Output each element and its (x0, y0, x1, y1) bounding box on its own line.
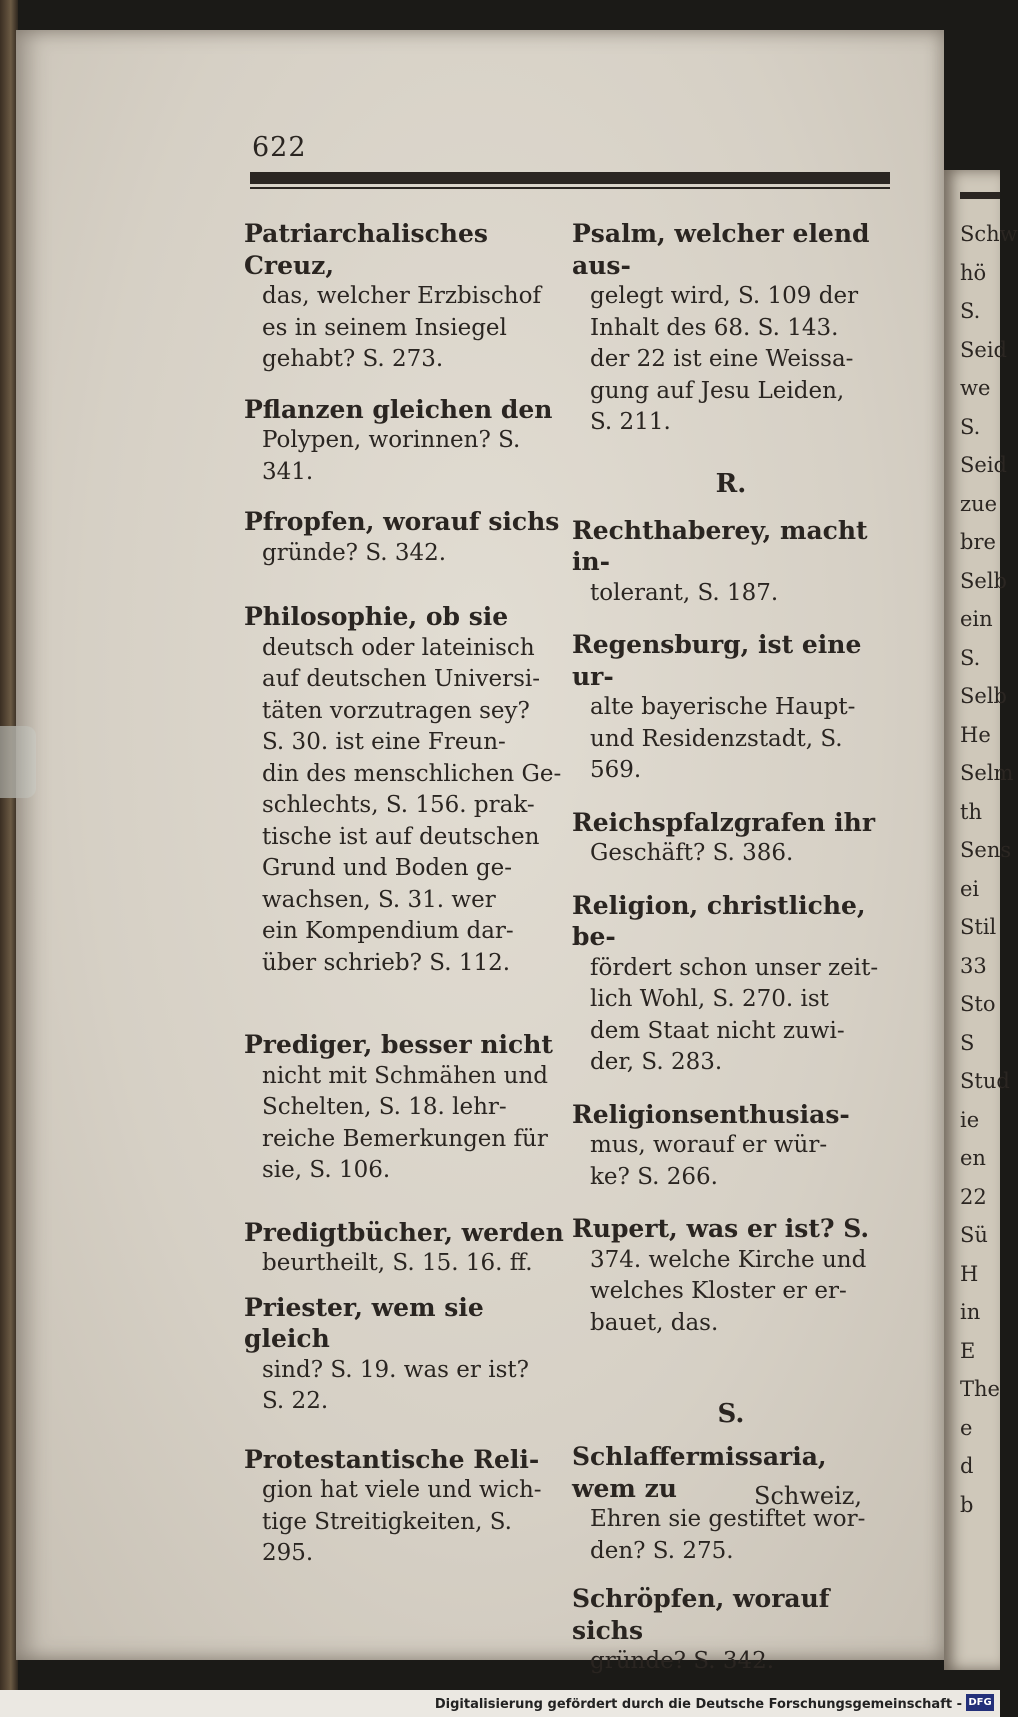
page-clip-marker (0, 726, 36, 798)
entry-continuation-line: mus, worauf er wür- (590, 1132, 828, 1158)
entry-continuation-line: sie, S. 106. (262, 1157, 391, 1183)
entry-headword-line: Prediger, besser nicht (244, 1030, 553, 1059)
index-entry (244, 218, 564, 376)
entry-continuation-line: über schrieb? S. 112. (262, 949, 511, 976)
entry-continuation-line: Inhalt des 68. S. 143. (590, 314, 839, 341)
entry-headword-line: Rupert, was er ist? S. (572, 1214, 870, 1243)
index-column-right (572, 218, 890, 1678)
entry-continuation-line: 295. (262, 1540, 314, 1566)
facing-page-fragment: 22 (960, 1184, 987, 1209)
entry-headword-line: Predigtbücher, werden (244, 1217, 564, 1247)
entry-continuation-line: wachsen, S. 31. wer (262, 886, 496, 913)
index-entry (244, 1029, 564, 1187)
entry-continuation-line: schlechts, S. 156. prak- (262, 792, 535, 818)
dfg-logo: DFG (966, 1694, 994, 1711)
index-entry (572, 218, 890, 439)
entry-continuation-line: es in seinem Insiegel (262, 314, 507, 341)
header-rule (250, 172, 890, 184)
facing-page-fragment: S. (960, 299, 981, 323)
entry-continuation-line: gung auf Jesu Leiden, (590, 377, 845, 404)
index-entry (572, 890, 890, 1079)
entry-headword-line: Schlaffermissaria, wem zu (572, 1442, 827, 1503)
entry-continuation-line: reiche Bemerkungen für (262, 1125, 548, 1152)
entry-continuation-line: den? S. 275. (590, 1537, 734, 1564)
entry-continuation-line: S. 211. (590, 409, 671, 435)
section-letter: S. (717, 1399, 745, 1429)
facing-page-fragment: Selb (960, 684, 1007, 708)
entry-headword-line: Pfropfen, worauf sichs (244, 507, 560, 536)
entry-continuation-line: täten vorzutragen sey? (262, 697, 530, 724)
index-entry (572, 1583, 890, 1678)
entry-continuation-line: S. 30. ist eine Freun- (262, 729, 506, 755)
entry-continuation-line: Grund und Boden ge- (262, 855, 513, 881)
index-entry (244, 506, 564, 569)
entry-continuation-line: Polypen, worinnen? S. (262, 427, 521, 453)
index-entry (244, 1217, 564, 1280)
entry-continuation-line: nicht mit Schmähen und (262, 1062, 549, 1089)
entry-continuation-line: dem Staat nicht zuwi- (590, 1017, 845, 1044)
facing-page-fragment: ei (960, 876, 980, 901)
entry-continuation-line: gion hat viele und wich- (262, 1477, 542, 1503)
entry-continuation-line: Geschäft? S. 386. (590, 840, 794, 866)
facing-page-fragment: bre (960, 530, 996, 554)
facing-page-fragment: in (960, 1300, 981, 1324)
entry-continuation-line: gründe? S. 342. (590, 1648, 775, 1674)
facing-page-fragment: 33 (960, 953, 987, 978)
entry-headword-line: Rechthaberey, macht in- (572, 515, 868, 576)
facing-page-fragment: Seid (960, 453, 1007, 477)
facing-page-fragment: hö (960, 260, 987, 285)
facing-page-fragment: Stil (960, 915, 997, 939)
facing-page-fragment: Sens (960, 838, 1012, 862)
section-letter: R. (715, 468, 747, 499)
facing-page-fragment: ein (960, 607, 993, 631)
entry-continuation-line: welches Kloster er er- (590, 1278, 847, 1304)
entry-continuation-line: lich Wohl, S. 270. ist (590, 986, 829, 1012)
entry-continuation-line: fördert schon unser zeit- (590, 954, 879, 981)
entry-continuation-line: 569. (590, 757, 642, 783)
facing-page-fragment: Selb (960, 568, 1007, 593)
index-entry (572, 1099, 890, 1194)
index-entry (244, 1292, 564, 1418)
entry-headword-line: Protestantische Reli- (244, 1444, 540, 1474)
entry-headword-line: Philosophie, ob sie (244, 602, 509, 631)
entry-headword-line: Religionsenthusias- (572, 1099, 850, 1129)
facing-page-fragment: Sto (960, 992, 996, 1016)
entry-continuation-line: ein Kompendium dar- (262, 918, 514, 944)
facing-page-fragment: The (960, 1377, 1000, 1401)
entry-headword-line: Psalm, welcher elend aus- (572, 219, 870, 280)
entry-continuation-line: din des menschlichen Ge- (262, 760, 562, 787)
entry-continuation-line: und Residenzstadt, S. (590, 725, 843, 752)
digitization-notice: Digitalisierung gefördert durch die Deutsche Forschungsgemeinschaft - (434, 1697, 962, 1712)
facing-page-fragment: b (960, 1492, 974, 1517)
facing-page-fragment: Selm (960, 761, 1014, 785)
index-section-letter (572, 469, 890, 499)
index-entry (572, 515, 890, 610)
index-entry (244, 1444, 564, 1570)
facing-page-fragment: E (960, 1338, 976, 1363)
entry-continuation-line: auf deutschen Universi- (262, 666, 541, 692)
facing-page-fragment: en (960, 1146, 986, 1170)
facing-page-fragment: S (960, 1030, 975, 1055)
index-section-letter (572, 1399, 890, 1429)
facing-page-fragment: d (960, 1454, 974, 1478)
page-number: 622 (252, 132, 307, 163)
entry-continuation-line: Schelten, S. 18. lehr- (262, 1094, 507, 1120)
entry-headword-line: Priester, wem sie gleich (244, 1292, 484, 1353)
entry-continuation-line: alte bayerische Haupt- (590, 694, 856, 720)
index-column-left (244, 218, 564, 1570)
index-entry (244, 601, 564, 979)
facing-page-fragment: S. (960, 645, 981, 670)
entry-continuation-line: der 22 ist eine Weissa- (590, 346, 854, 372)
facing-page-fragment: Seid (960, 337, 1007, 362)
index-entry (244, 394, 564, 489)
facing-page-fragment: Stud (960, 1069, 1010, 1093)
entry-continuation-line: 341. (262, 458, 314, 485)
entry-headword-line: Schröpfen, worauf sichs (572, 1584, 830, 1645)
facing-page-fragment: Schw (960, 222, 1018, 246)
entry-continuation-line: beurtheilt, S. 15. 16. ff. (262, 1250, 533, 1276)
facing-page-fragment: H (960, 1261, 979, 1286)
facing-page-header-rule (960, 192, 1000, 199)
facing-page-fragment: th (960, 799, 982, 824)
entry-continuation-line: gehabt? S. 273. (262, 346, 444, 372)
header-rule-thin (250, 187, 890, 189)
index-entry (572, 1213, 890, 1339)
index-entry (572, 629, 890, 787)
entry-headword-line: Regensburg, ist eine ur- (572, 630, 862, 691)
facing-page-fragment: e (960, 1415, 973, 1440)
catchword: Schweiz, (754, 1482, 863, 1510)
entry-continuation-line: das, welcher Erzbischof (262, 283, 541, 309)
facing-page-fragment: zue (960, 491, 998, 516)
entry-headword-line: Religion, christliche, be- (572, 890, 866, 951)
facing-page-fragment: we (960, 376, 991, 400)
entry-continuation-line: deutsch oder lateinisch (262, 634, 535, 661)
entry-continuation-line: sind? S. 19. was er ist? (262, 1356, 529, 1383)
entry-continuation-line: tige Streitigkeiten, S. (262, 1508, 512, 1535)
entry-continuation-line: 374. welche Kirche und (590, 1246, 867, 1273)
facing-page-fragment: ie (960, 1107, 980, 1132)
entry-continuation-line: tische ist auf deutschen (262, 823, 540, 850)
entry-continuation-line: der, S. 283. (590, 1049, 723, 1075)
entry-continuation-line: gelegt wird, S. 109 der (590, 283, 859, 309)
facing-page-fragment: S. (960, 414, 981, 439)
facing-page-fragment: Sü (960, 1223, 988, 1247)
entry-headword-line: Pflanzen gleichen den (244, 394, 553, 424)
entry-continuation-line: tolerant, S. 187. (590, 579, 779, 606)
entry-continuation-line: Ehren sie gestiftet wor- (590, 1506, 866, 1532)
entry-continuation-line: gründe? S. 342. (262, 539, 447, 566)
entry-headword-line: Patriarchalisches Creuz, (244, 219, 488, 280)
entry-continuation-line: S. 22. (262, 1388, 329, 1414)
entry-headword-line: Reichspfalzgrafen ihr (572, 807, 876, 837)
entry-continuation-line: ke? S. 266. (590, 1163, 718, 1190)
entry-continuation-line: bauet, das. (590, 1309, 719, 1336)
facing-page-fragment: He (960, 722, 991, 747)
index-entry (572, 807, 890, 870)
